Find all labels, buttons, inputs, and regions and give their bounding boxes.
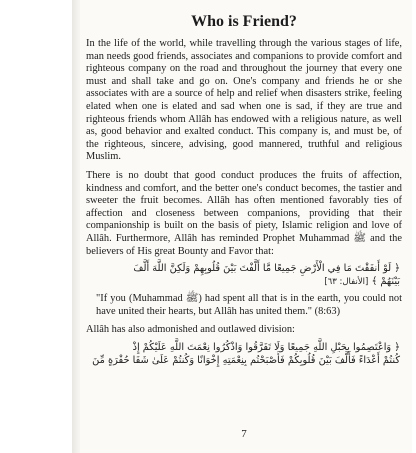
paragraph-3: Allâh has also admonished and outlawed division: bbox=[86, 324, 295, 336]
verse-translation-1: "If you (Muhammad ﷺ) had spent all that is in the earth, you could not have united their hearts, but Allâh has united them." (8:63) bbox=[96, 293, 402, 317]
arabic-verse-2-line-1: ﴿ وَاعْتَصِمُوا بِحَبْلِ اللَّهِ جَمِيعًا وَلَا تَفَرَّقُوا وَاذْكُرُوا نِعْمَتَ اللَّهِ عَلَيْكُمْ إِذْ bbox=[132, 341, 400, 353]
paragraph-2: There is no doubt that good conduct produces the fruits of affection, kindness and comfort, and the better one's conduct becomes, the tastier and sweeter the fruit becomes. Allâh has often mentioned favorably ties of affection and closeness between companions, providing that their companionship is built on the basis of piety, Islamic religion and love of Allâh. Furthermore, Allâh has reminded Prophet Muhammad ﷺ and the believers of His great Bounty and Favor that: bbox=[86, 169, 402, 257]
page-title: Who is Friend? bbox=[191, 13, 297, 30]
arabic-verse-1-reference: [الأنفال: ٦٣] bbox=[324, 277, 369, 288]
arabic-verse-1-end: بَيْنَهُمْ ﴾ bbox=[371, 276, 400, 288]
page-content bbox=[86, 0, 402, 440]
arabic-verse-2-line-2: كُنتُمْ أَعْدَاءً فَأَلَّفَ بَيْنَ قُلُوبِكُمْ فَأَصْبَحْتُم بِنِعْمَتِهِ إِخْوَانًا وَكُنتُمْ عَلَىٰ شَفَا حُفْرَةٍ مِّنَ bbox=[92, 354, 400, 366]
arabic-verse-1-line-2 bbox=[86, 275, 400, 289]
arabic-verse-2 bbox=[86, 341, 402, 367]
arabic-verse-1 bbox=[86, 262, 402, 289]
arabic-verse-1-line-1: ﴿ لَوْ أَنفَقْتَ مَا فِي الْأَرْضِ جَمِيعًا مَّا أَلَّفْتَ بَيْنَ قُلُوبِهِمْ وَلَكِنَّ اللَّهَ أَلَّفَ bbox=[133, 263, 400, 275]
page-number: 7 bbox=[241, 428, 247, 440]
paragraph-1: In the life of the world, while travelling through the various stages of life, man needs good friends, associates and companions to provide comfort and righteous company on the road and throughout the journey that every one must and shall take and go on. One's company and friends he or she associates with are a source of help and relief when disasters strike, feeling elated when one is elated and sad when one is sad, if they are true and righteous friends whom Allâh has endowed with a religious nature, as well as, good behavior and exalted conduct. This company is, and must be, of the righteous, sincere, advising, good mannered, truthful and religious Muslim. bbox=[86, 38, 402, 163]
